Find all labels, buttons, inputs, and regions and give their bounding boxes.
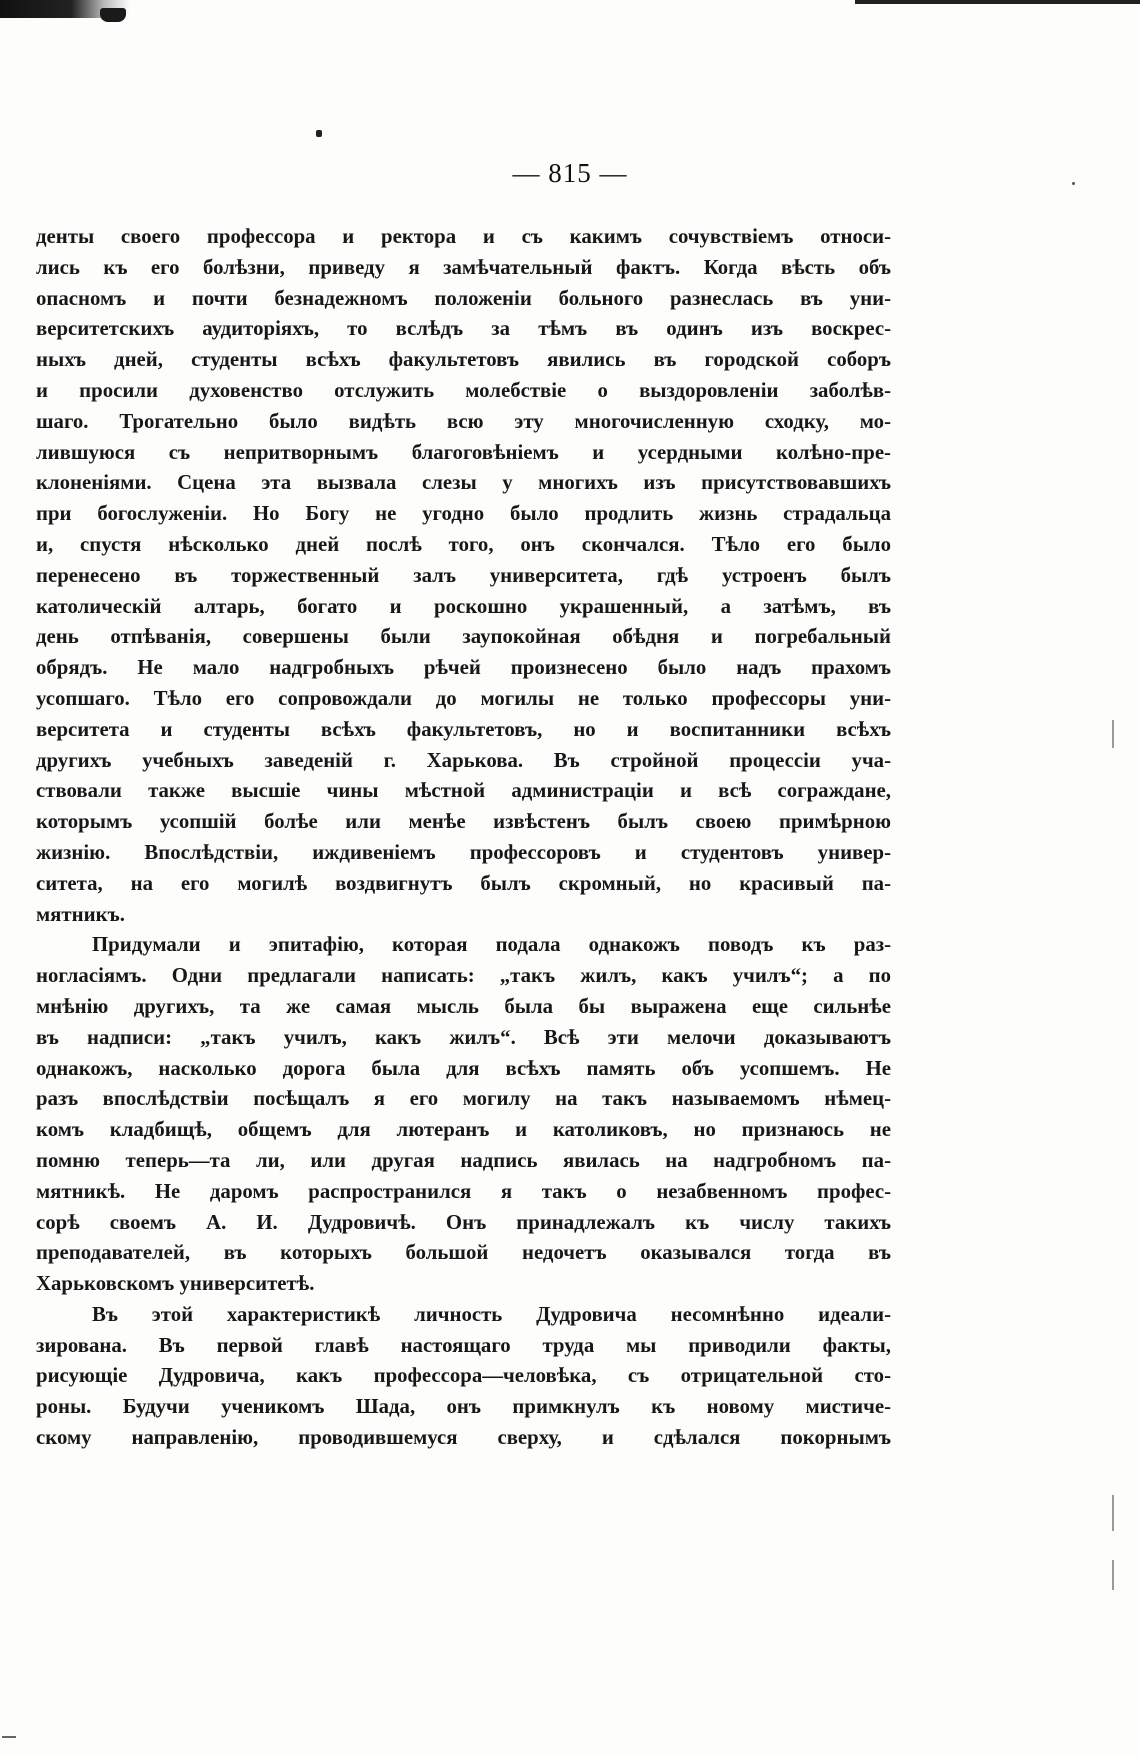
text-line: верситетскихъ аудиторіяхъ, то вслѣдъ за тѣмъ въ одинъ изъ воскрес-	[36, 317, 891, 341]
text-line: ствовали также высшіе чины мѣстной администраціи и всѣ сограждане,	[36, 779, 891, 803]
text-line: опасномъ и почти безнадежномъ положеніи больного разнеслась въ уни-	[36, 286, 891, 310]
scan-artifact-dot	[316, 130, 322, 137]
text-line: рисующіе Дудровича, какъ профессора—человѣка, съ отрицательной сто-	[36, 1364, 891, 1388]
page-number: — 815 —	[512, 158, 628, 188]
text-line: которымъ усопшій болѣе или менѣе извѣстенъ былъ своею примѣрною	[36, 810, 891, 834]
text-line: мятникъ.	[36, 902, 125, 926]
margin-mark	[2, 1736, 16, 1738]
body-text	[36, 222, 891, 1454]
text-line: однакожъ, насколько дорога была для всѣхъ память объ усопшемъ. Не	[36, 1056, 891, 1080]
margin-mark	[1112, 1495, 1114, 1531]
text-line: помню теперь—та ли, или другая надпись явилась на надгробномъ па-	[36, 1148, 891, 1172]
text-line: верситета и студенты всѣхъ факультетовъ, но и воспитанники всѣхъ	[36, 717, 891, 741]
text-line: Харьковскомъ университетѣ.	[36, 1272, 315, 1296]
text-line: лившуюся съ непритворнымъ благоговѣніемъ и усердными колѣно-пре-	[36, 440, 891, 464]
scan-artifact-blot-2	[100, 8, 126, 22]
text-line: ногласіямъ. Одни предлагали написать: „такъ жилъ, какъ училъ“; а по	[36, 964, 891, 988]
text-line: лись къ его болѣзни, приведу я замѣчательный фактъ. Когда вѣсть объ	[36, 255, 891, 279]
text-line: и просили духовенство отслужить молебствіе о выздоровленіи заболѣв-	[36, 378, 891, 402]
text-line: Придумали и эпитафію, которая подала однакожъ поводъ къ раз-	[92, 933, 891, 957]
text-line: скому направленію, проводившемуся сверху, и сдѣлался покорнымъ	[36, 1426, 891, 1450]
text-line: перенесено въ торжественный залъ университета, гдѣ устроенъ былъ	[36, 563, 891, 587]
margin-mark	[1112, 720, 1114, 748]
text-line: и, спустя нѣсколько дней послѣ того, онъ скончался. Тѣло его было	[36, 532, 891, 556]
text-line: ситета, на его могилѣ воздвигнутъ былъ скромный, но красивый па-	[36, 871, 891, 895]
text-line: денты своего профессора и ректора и съ какимъ сочувствіемъ относи-	[36, 225, 891, 248]
text-line: обрядъ. Не мало надгробныхъ рѣчей произнесено было надъ прахомъ	[36, 656, 891, 680]
text-line: разъ впослѣдствіи посѣщалъ я его могилу на такъ называемомъ нѣмец-	[36, 1087, 891, 1111]
scan-artifact-line	[855, 0, 1140, 4]
margin-mark	[1112, 1560, 1114, 1590]
text-line: день отпѣванія, совершены были заупокойная обѣдня и погребальный	[36, 625, 891, 649]
text-line: зирована. Въ первой главѣ настоящаго труда мы приводили факты,	[36, 1333, 891, 1357]
text-line: мятникѣ. Не даромъ распространился я такъ о незабвенномъ профес-	[36, 1179, 891, 1203]
text-line: жизнію. Впослѣдствіи, иждивеніемъ профессоровъ и студентовъ универ-	[36, 840, 891, 864]
text-line: мнѣнію другихъ, та же самая мысль была бы выражена еще сильнѣе	[36, 994, 891, 1018]
text-line: сорѣ своемъ А. И. Дудровичѣ. Онъ принадлежалъ къ числу такихъ	[36, 1210, 891, 1234]
text-line: при богослуженіи. Но Богу не угодно было продлить жизнь страдальца	[36, 502, 891, 526]
text-line: шаго. Трогательно было видѣть всю эту многочисленную сходку, мо-	[36, 409, 891, 433]
text-line: Въ этой характеристикѣ личность Дудровича несомнѣнно идеали-	[92, 1302, 891, 1326]
text-line: клоненіями. Сцена эта вызвала слезы у многихъ изъ присутствовавшихъ	[36, 471, 891, 495]
text-line: комъ кладбищѣ, общемъ для лютеранъ и католиковъ, но признаюсь не	[36, 1118, 891, 1142]
text-line: католическій алтарь, богато и роскошно украшенный, а затѣмъ, въ	[36, 594, 891, 618]
text-line: ныхъ дней, студенты всѣхъ факультетовъ явились въ городской соборъ	[36, 348, 891, 372]
text-line: въ надписи: „такъ училъ, какъ жилъ“. Всѣ эти мелочи доказываютъ	[36, 1025, 891, 1049]
text-line: преподавателей, въ которыхъ большой недочетъ оказывался тогда въ	[36, 1241, 891, 1265]
text-line: роны. Будучи ученикомъ Шада, онъ примкнулъ къ новому мистиче-	[36, 1395, 891, 1419]
text-line: другихъ учебныхъ заведеній г. Харькова. Въ стройной процессіи уча-	[36, 748, 891, 772]
text-line: усопшаго. Тѣло его сопровождали до могилы не только профессоры уни-	[36, 686, 891, 710]
